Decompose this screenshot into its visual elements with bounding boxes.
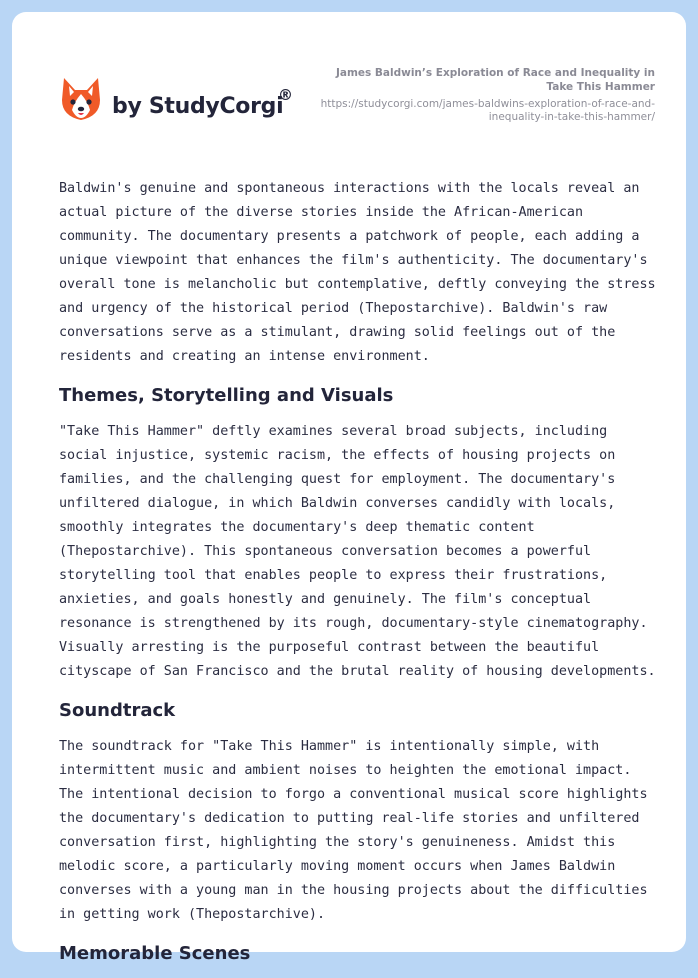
document-url[interactable]: https://studycorgi.com/james-baldwins-exploration-of-race-and-inequality-in-take-this-hammer/ bbox=[320, 98, 655, 123]
corgi-icon bbox=[60, 76, 102, 122]
document-meta bbox=[315, 66, 655, 124]
heading-memorable-scenes: Memorable Scenes bbox=[59, 943, 251, 964]
document-title: James Baldwin’s Exploration of Race and Inequality in Take This Hammer bbox=[335, 67, 655, 93]
document-body bbox=[59, 177, 659, 978]
registered-mark: ® bbox=[278, 86, 293, 104]
soundtrack-paragraph: The soundtrack for "Take This Hammer" is intentionally simple, with intermittent music and ambient noises to heighten the emotional impact. The intentional decision to forgo a conventional musical score highlights the documentary's dedication to putting real-life stories and unfiltered conversation first, highlighting the story's genuineness. Amidst this melodic score, a particularly moving moment occurs when James Baldwin converses with a young man in the housing projects about the difficulties in getting work (Thepostarchive). bbox=[59, 739, 648, 922]
intro-paragraph: Baldwin's genuine and spontaneous interactions with the locals reveal an actual picture of the diverse stories inside the African-American community. The documentary presents a patchwork of people, each adding a unique viewpoint that enhances the film's authenticity. The documentary's overall tone is melancholic but contemplative, deftly conveying the stress and urgency of the historical period (Thepostarchive). Baldwin's raw conversations serve as a stimulant, drawing solid feelings out of the residents and creating an intense environment. bbox=[59, 181, 656, 364]
heading-soundtrack: Soundtrack bbox=[59, 700, 176, 721]
themes-paragraph: "Take This Hammer" deftly examines several broad subjects, including social injustice, systemic racism, the effects of housing projects on families, and the challenging quest for employment. The documentary's unfiltered dialogue, in which Baldwin converses candidly with locals, smoothly integrates the documentary's deep thematic content (Thepostarchive). This spontaneous conversation becomes a powerful storytelling tool that enables people to express their frustrations, anxieties, and goals honestly and genuinely. The film's conceptual resonance is strengthened by its rough, documentary-style cinematography. Visually arresting is the purposeful contrast between the beautiful cityscape of San Francisco and the brutal reality of housing developments. bbox=[59, 424, 656, 679]
logo-text: by StudyCorgi bbox=[112, 94, 284, 119]
document-page bbox=[12, 12, 686, 964]
studycorgi-logo[interactable] bbox=[60, 74, 320, 134]
page-header bbox=[12, 12, 686, 152]
heading-themes: Themes, Storytelling and Visuals bbox=[59, 385, 394, 406]
